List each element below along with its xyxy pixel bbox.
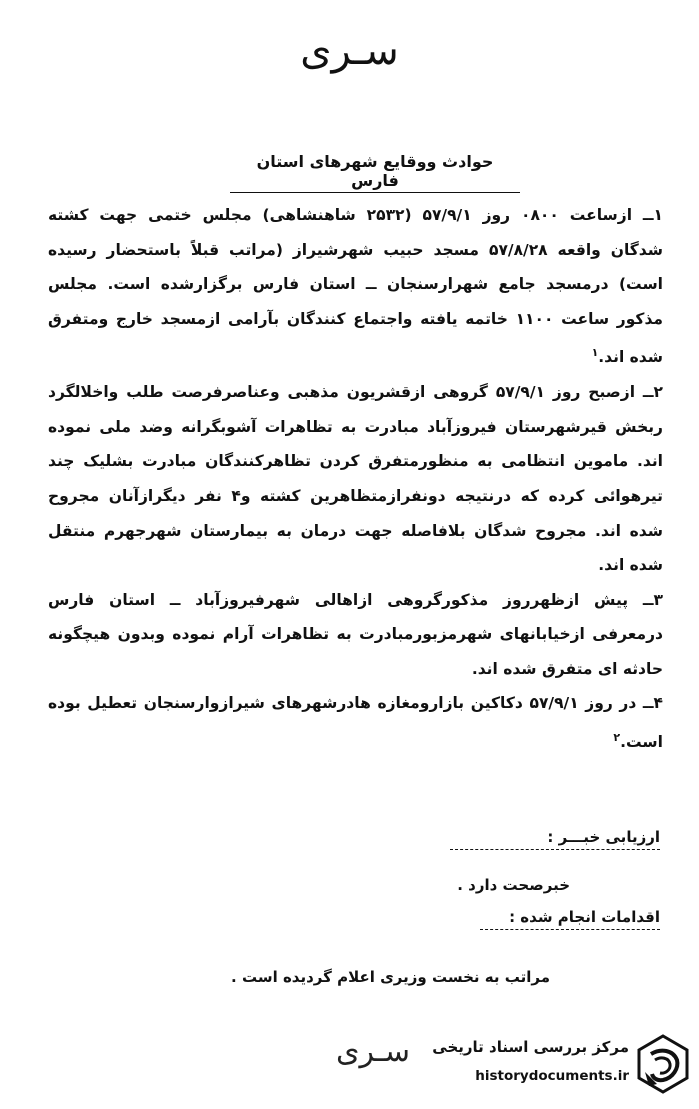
- paragraph-1: [48, 198, 663, 375]
- classification-header: سـری: [300, 28, 399, 74]
- paragraph-3: [48, 583, 663, 687]
- classification-footer: سـری: [336, 1034, 410, 1069]
- paragraph-4: [48, 686, 663, 759]
- paragraph-1-text: ۱ــ ازساعت ۰۸۰۰ روز ۵۷/۹/۱ (۲۵۳۲ شاهنشاهی) مجلس ختمی جهت کشته شدگان واقعه ۵۷/۸/۲۸ مسجد حبیب شهرشیراز (مراتب قبلاً باستحضار رسیده است) درمسجد جامع شهرارسنجان ــ استان فارس برگزارشده است. مجلس مذکور ساعت ۱۱۰۰ خاتمه یافته واجتماع کنندگان بآرامی ازمسجد خارج ومتفرق شده اند.: [48, 206, 664, 367]
- watermark-org-name: مرکز بررسی اسناد تاریخی: [432, 1038, 629, 1056]
- archive-watermark: [420, 1030, 695, 1102]
- paragraph-2-text: ۲ــ ازصبح روز ۵۷/۹/۱ گروهی ازقشریون مذهبی وعناصرفرصت طلب واخلالگرد ربخش قیرشهرستان فیروزآباد مبادرت به تظاهرات آشوبگرانه وضد ملی نموده اند. ماموین انتظامی به منظورمتفرق کردن تظاهرکنندگان مبادرت بشلیک چند تیرهوائی کرده که درنتیجه دونفرازمتظاهرین کشته و۴ نفر دیگرازآنان مجروح شده اند. مجروح شدگان بلافاصله جهت درمان به بیمارستان شهرجهرم منتقل شده اند.: [48, 383, 664, 575]
- actions-taken-label: اقدامات انجام شده :: [480, 908, 660, 930]
- paragraph-2: [48, 375, 663, 583]
- actions-taken-text: مراتب به نخست وزیری اعلام گردیده است .: [231, 968, 550, 986]
- report-assessment-label: ارزیابی خبـــر :: [450, 828, 660, 850]
- document-title: حوادث ووقایع شهرهای استان فارس: [230, 152, 520, 193]
- footnote-mark-1: ۱: [591, 346, 599, 360]
- report-assessment-text: خبرصحت دارد .: [457, 876, 570, 894]
- document-body: [48, 198, 663, 760]
- paragraph-3-text: ۳ــ پیش ازظهرروز مذکورگروهی ازاهالی شهرفیروزآباد ــ استان فارس درمعرفی ازخیابانهای شهرمزبورمبادرت به تظاهرات آرام نموده وبدون هیچگونه حادثه ای متفرق شده اند.: [48, 590, 663, 678]
- paragraph-4-text: ۴ــ در روز ۵۷/۹/۱ دکاکین بازارومغازه هادرشهرهای شیرازوارسنجان تعطیل بوده است.: [48, 694, 663, 752]
- watermark-url: historydocuments.ir: [475, 1068, 629, 1084]
- archive-logo-icon: [635, 1032, 691, 1096]
- footnote-mark-2: ۲: [613, 731, 621, 745]
